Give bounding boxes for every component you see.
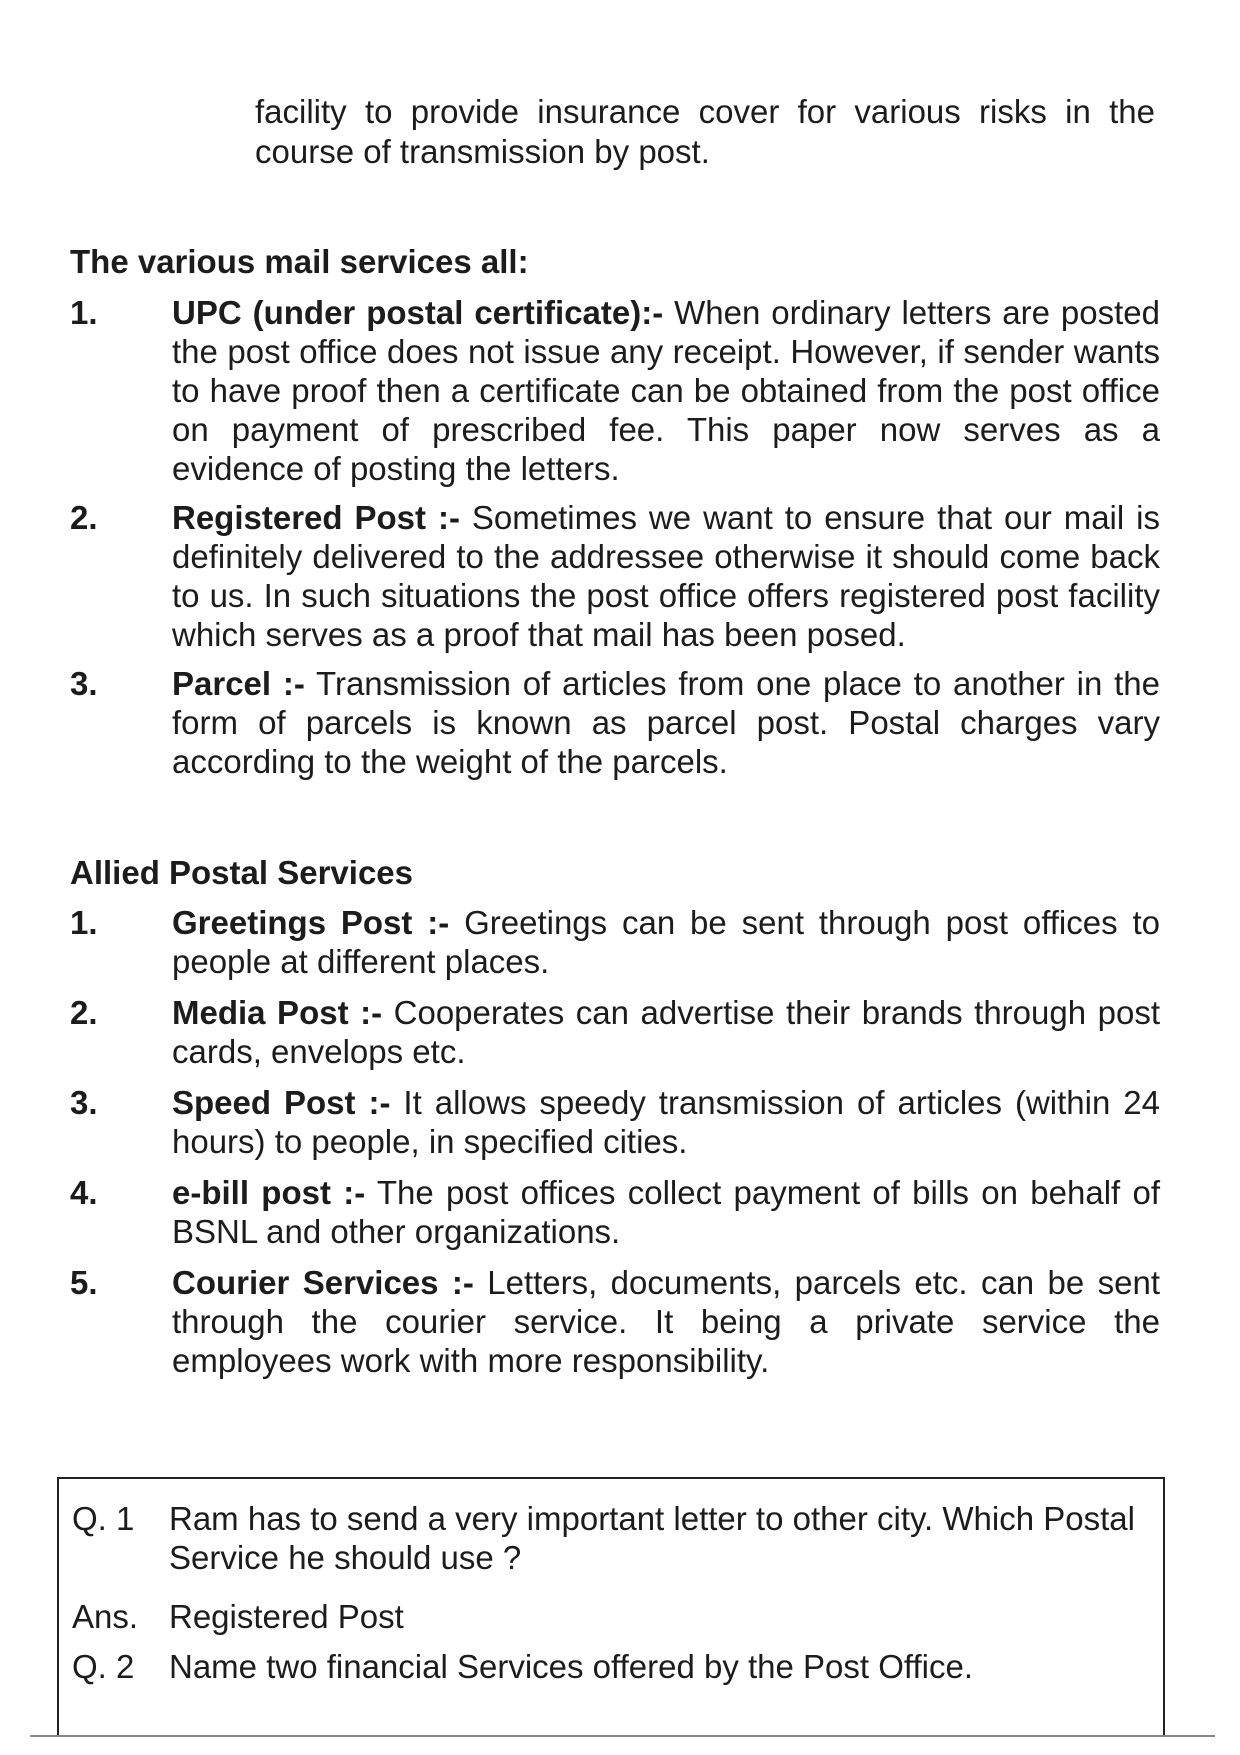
item-body bbox=[172, 293, 1160, 488]
item-body bbox=[172, 993, 1160, 1071]
item-term: Media Post :- bbox=[172, 994, 383, 1031]
question-label: Q. 1 bbox=[72, 1500, 135, 1537]
item-text: It allows speedy transmission of articles (within 24 hours) to people, in specified cities. bbox=[172, 1084, 1161, 1160]
item-body bbox=[172, 903, 1160, 981]
question-row bbox=[72, 1499, 1152, 1577]
item-term: Courier Services :- bbox=[172, 1264, 474, 1301]
item-number: 3. bbox=[70, 1084, 98, 1121]
question-label: Q. 2 bbox=[72, 1648, 135, 1685]
item-text: Greetings can be sent through post offices to people at different places. bbox=[172, 904, 1160, 980]
answer-label: Ans. bbox=[72, 1598, 139, 1635]
item-body bbox=[172, 664, 1160, 781]
intro-paragraph: facility to provide insurance cover for various risks in the course of transmission by post. bbox=[255, 93, 1155, 170]
answer-text: Registered Post bbox=[169, 1598, 404, 1635]
allied-services-heading: Allied Postal Services bbox=[70, 854, 414, 891]
item-number: 2. bbox=[70, 994, 98, 1031]
item-body bbox=[172, 498, 1160, 654]
list-item bbox=[70, 1083, 1160, 1161]
allied-services-list bbox=[70, 903, 1160, 1380]
list-item bbox=[70, 993, 1160, 1071]
item-number: 1. bbox=[70, 294, 98, 331]
mail-services-heading: The various mail services all: bbox=[70, 243, 529, 280]
item-body bbox=[172, 1173, 1160, 1251]
list-item bbox=[70, 1263, 1160, 1380]
question-text: Name two financial Services offered by the Post Office. bbox=[169, 1648, 974, 1685]
item-text: The post offices collect payment of bills on behalf of BSNL and other organizations. bbox=[172, 1174, 1160, 1250]
item-number: 2. bbox=[70, 499, 98, 536]
item-text: Cooperates can advertise their brands through post cards, envelops etc. bbox=[172, 994, 1160, 1070]
item-text: When ordinary letters are posted the post office does not issue any receipt. However, if sender wants to have proof then a certificate can be obtained from the post office on payment of prescribed fee. This paper now serves as a evidence of posting the letters. bbox=[172, 294, 1160, 487]
item-term: Greetings Post :- bbox=[172, 904, 450, 941]
bottom-rule bbox=[30, 1735, 1215, 1737]
item-term: Parcel :- bbox=[172, 665, 305, 702]
list-item bbox=[70, 293, 1160, 488]
list-item bbox=[70, 498, 1160, 654]
questions-box bbox=[57, 1477, 1165, 1737]
item-number: 4. bbox=[70, 1174, 98, 1211]
item-term: UPC (under postal certificate):- bbox=[172, 294, 664, 331]
item-term: Registered Post :- bbox=[172, 499, 460, 536]
item-number: 3. bbox=[70, 665, 98, 702]
question-row bbox=[72, 1647, 1152, 1686]
list-item bbox=[70, 1173, 1160, 1251]
item-body bbox=[172, 1263, 1160, 1380]
list-item bbox=[70, 664, 1160, 781]
item-term: e-bill post :- bbox=[172, 1174, 366, 1211]
question-text: Ram has to send a very important letter to other city. Which Postal Service he should use ? bbox=[169, 1500, 1135, 1576]
item-text: Transmission of articles from one place to another in the form of parcels is known as parcel post. Postal charges vary according to the weight of the parcels. bbox=[172, 665, 1160, 780]
answer-row bbox=[72, 1597, 1152, 1636]
list-item bbox=[70, 903, 1160, 981]
item-term: Speed Post :- bbox=[172, 1084, 391, 1121]
mail-services-list bbox=[70, 293, 1160, 781]
item-text: Sometimes we want to ensure that our mail is definitely delivered to the addressee otherwise it should come back to us. In such situations the post office offers registered post facility which serves as a proof that mail has been posed. bbox=[172, 499, 1161, 653]
item-body bbox=[172, 1083, 1160, 1161]
item-number: 5. bbox=[70, 1264, 98, 1301]
item-text: Letters, documents, parcels etc. can be sent through the courier service. It being a private service the employees work with more responsibility. bbox=[172, 1264, 1160, 1379]
item-number: 1. bbox=[70, 904, 98, 941]
